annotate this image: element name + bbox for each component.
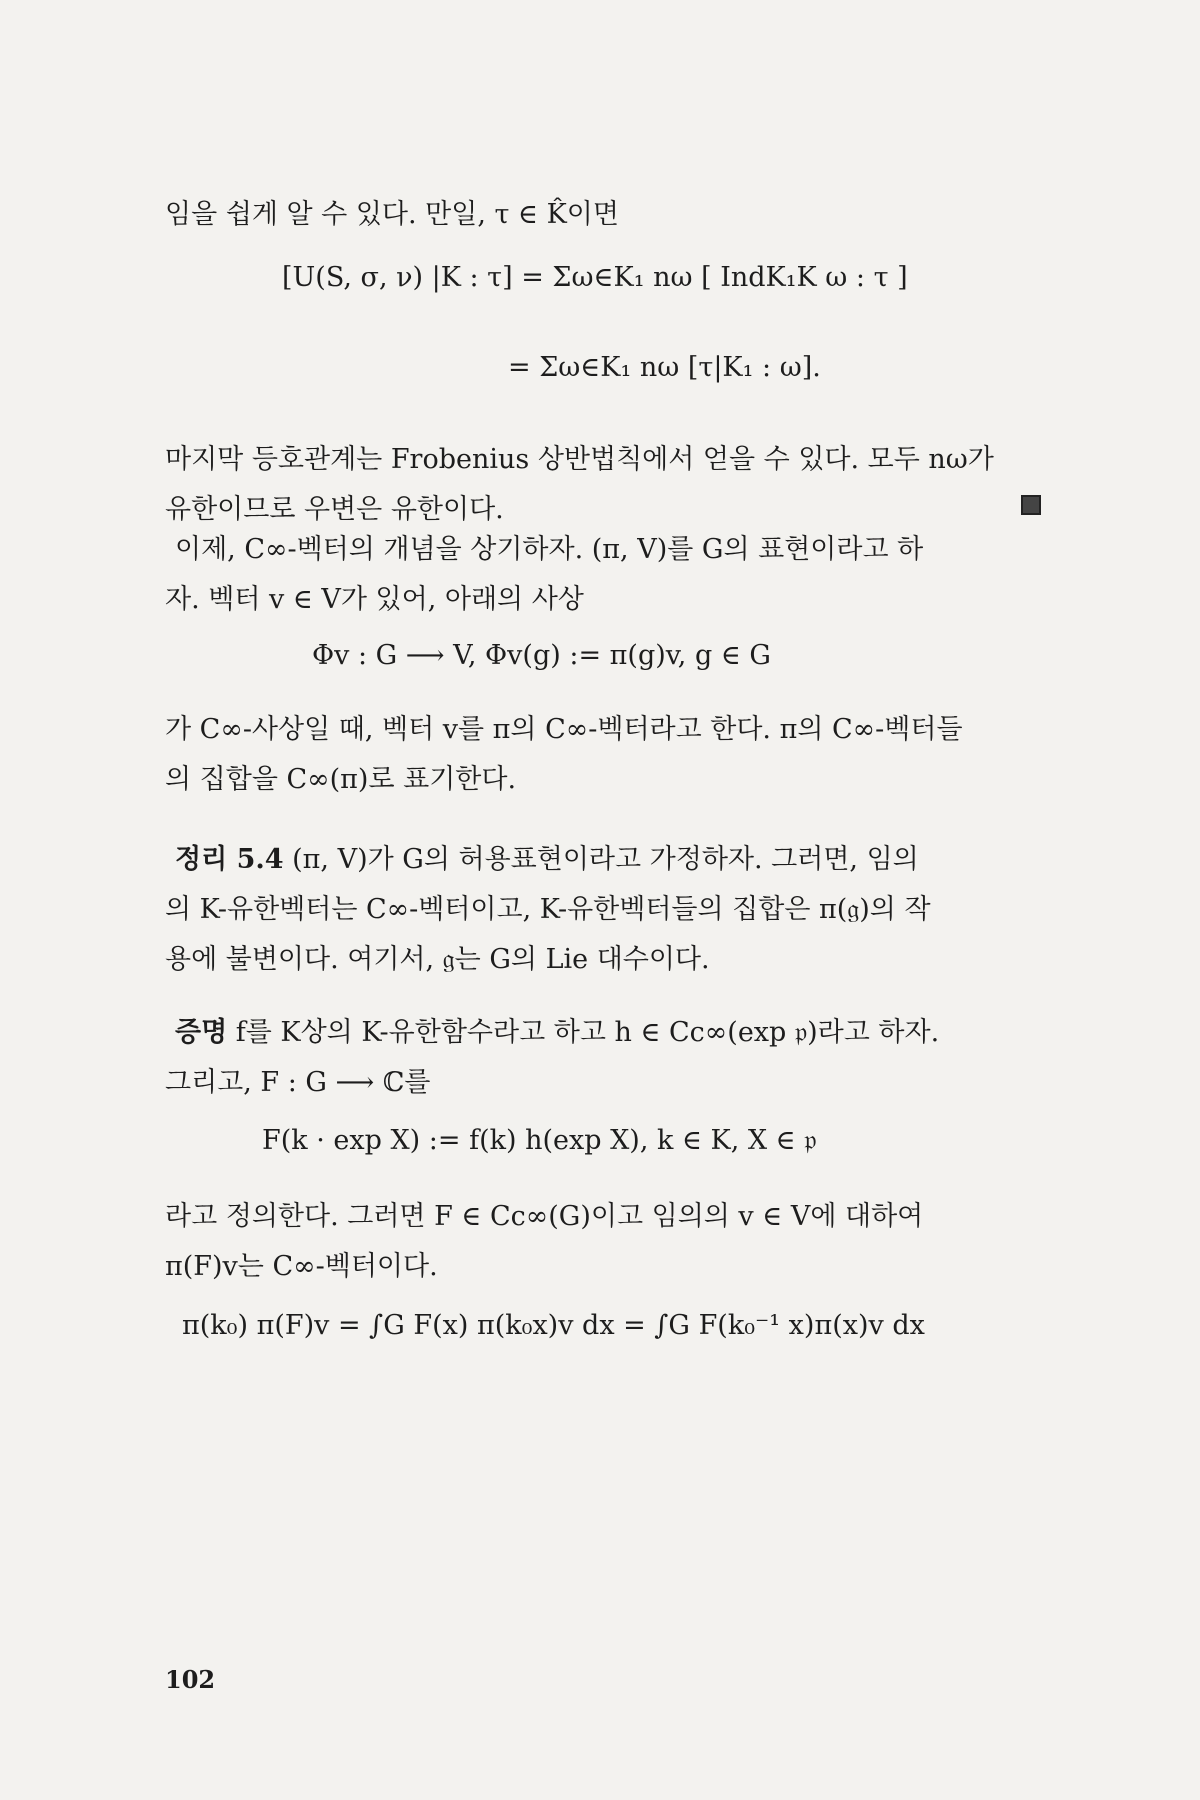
proof-paragraph [165, 1008, 1041, 1108]
equation-integral [0, 1310, 1200, 1341]
equation-multiplicity-2 [0, 352, 1200, 383]
paragraph-smooth-vectors [165, 525, 1041, 625]
text-line: 라고 정의한다. 그러면 F ∈ Cc∞(G)이고 임의의 v ∈ V에 대하여 [165, 1201, 924, 1232]
text-line: 마지막 등호관계는 Frobenius 상반법칙에서 얻을 수 있다. 모두 nω가 [165, 444, 994, 475]
text-line: 용에 불변이다. 여기서, 𝔤는 G의 Lie 대수이다. [165, 944, 710, 975]
text-line: 의 K-유한벡터는 C∞-벡터이고, K-유한벡터들의 집합은 π(𝔤)의 작 [165, 894, 931, 925]
qed-square-icon [1021, 495, 1041, 515]
text-line-content: 유한이므로 우변은 유한이다. [165, 494, 504, 525]
paragraph-F-definition [165, 1192, 1041, 1292]
equation-text: [U(S, σ, ν) |K : τ] = Σω∈K₁ nω [ IndK₁K ω : τ ] [282, 262, 908, 293]
text-line: 가 C∞-사상일 때, 벡터 v를 π의 C∞-벡터라고 한다. π의 C∞-벡터들 [165, 714, 963, 745]
text-line: 자. 벡터 v ∈ V가 있어, 아래의 사상 [165, 584, 584, 615]
text-line: 그리고, F : G ⟶ ℂ를 [165, 1067, 431, 1098]
equation-text: Φv : G ⟶ V, Φv(g) := π(g)v, g ∈ G [312, 640, 771, 671]
equation-text: = Σω∈K₁ nω [τ|K₁ : ω]. [508, 352, 821, 383]
text-line [165, 1008, 1041, 1058]
text-line: 의 집합을 C∞(π)로 표기한다. [165, 764, 517, 795]
paragraph-smooth-definition [165, 705, 1041, 805]
proof-text: f를 K상의 K-유한함수라고 하고 h ∈ Cc∞(exp 𝔭)라고 하자. [227, 1017, 940, 1048]
text-line: 이제, C∞-벡터의 개념을 상기하자. (π, V)를 G의 표현이라고 하 [175, 534, 924, 565]
theorem-text: (π, V)가 G의 허용표현이라고 가정하자. 그러면, 임의 [283, 844, 919, 875]
equation-function-F [0, 1125, 1200, 1157]
paragraph-intro [165, 190, 1041, 240]
equation-orbit-map [0, 640, 1200, 671]
equation-text: π(k₀) π(F)v = ∫G F(x) π(k₀x)v dx = ∫G F(k₀⁻¹ x)π(x)v dx [182, 1310, 925, 1341]
text-line: π(F)v는 C∞-벡터이다. [165, 1251, 438, 1282]
page-number: 102 [165, 1665, 216, 1694]
equation-multiplicity-1 [0, 262, 1200, 293]
paragraph-frobenius [165, 435, 1041, 535]
theorem-5-4 [165, 835, 1041, 985]
proof-label: 증명 [175, 1017, 228, 1048]
text-line: 임을 쉽게 알 수 있다. 만일, τ ∈ K̂이면 [165, 199, 619, 230]
text-line [165, 835, 1041, 885]
theorem-label: 정리 5.4 [175, 844, 284, 875]
equation-text: F(k · exp X) := f(k) h(exp X), k ∈ K, X ∈ 𝔭 [262, 1125, 817, 1156]
